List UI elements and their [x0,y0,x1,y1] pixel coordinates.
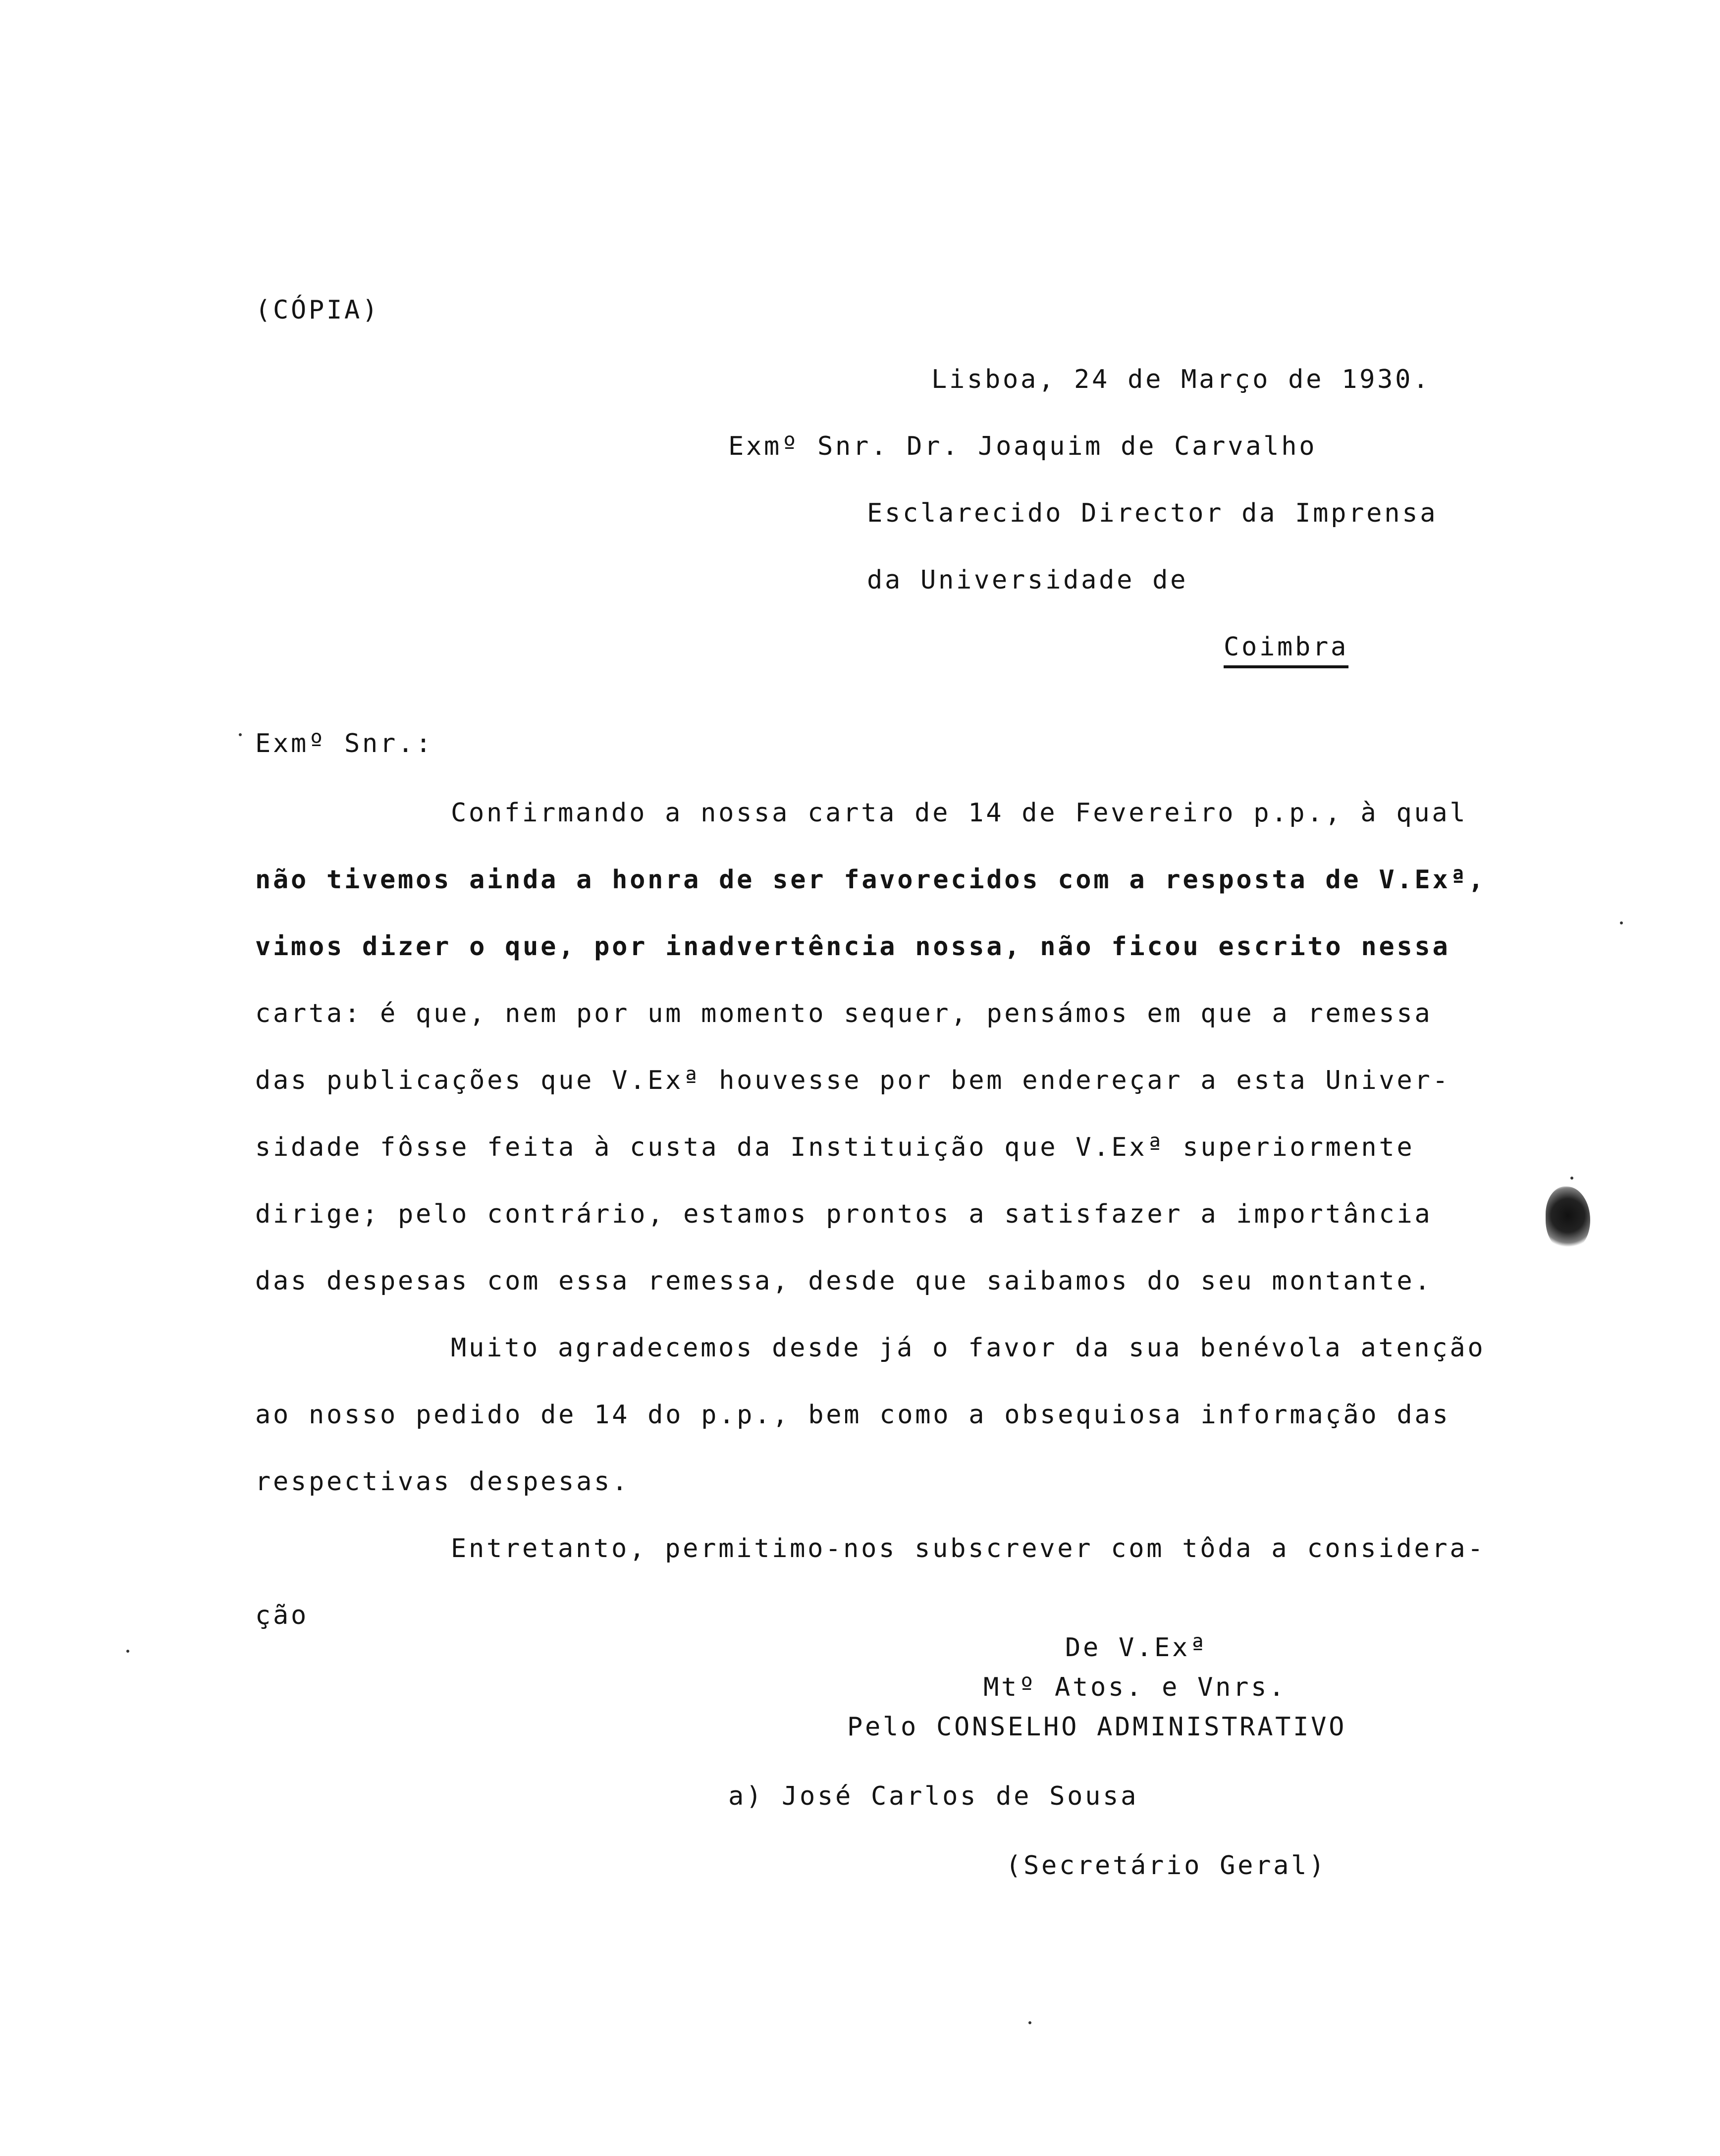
body-line-4: carta: é que, nem por um momento sequer, pensámos em que a remessa [255,999,1433,1028]
body-line-6: sidade fôsse feita à custa da Instituição que V.Exª superiormente [255,1132,1415,1162]
place-date: Lisboa, 24 de Março de 1930. [931,365,1431,394]
closing-line-2: Mtº Atos. e Vnrs. [983,1672,1287,1702]
body-line-11: respectivas despesas. [255,1467,630,1497]
copy-label: (CÓPIA) [255,295,380,325]
scan-speck [1620,921,1623,924]
body-line-2: não tivemos ainda a honra de ser favorecidos com a resposta de V.Exª, [255,865,1486,895]
recipient-city: Coimbra [1224,632,1349,662]
body-line-8: das despesas com essa remessa, desde que saibamos do seu montante. [255,1266,1433,1296]
scan-speck [126,1650,129,1653]
recipient-line-2: Esclarecido Director da Imprensa [867,498,1438,528]
body-line-12: Entretanto, permitimo-nos subscrever com tôda a considera- [451,1534,1486,1563]
body-line-3: vimos dizer o que, por inadvertência nossa, não ficou escrito nessa [255,932,1451,962]
scan-speck [239,733,242,736]
body-line-1: Confirmando a nossa carta de 14 de Fevereiro p.p., à qual [451,798,1468,828]
signer-title: (Secretário Geral) [1006,1851,1327,1881]
ink-blot [1546,1186,1590,1251]
body-line-13: ção [255,1601,309,1630]
closing-line-3: Pelo CONSELHO ADMINISTRATIVO [847,1712,1347,1742]
recipient-line-3: da Universidade de [867,565,1188,595]
body-line-5: das publicações que V.Exª houvesse por bem endereçar a esta Univer- [255,1066,1451,1095]
salutation: Exmº Snr.: [255,729,434,758]
closing-line-1: De V.Exª [1065,1633,1208,1663]
signature: a) José Carlos de Sousa [728,1781,1139,1811]
scan-speck [1028,2021,1031,2024]
body-line-7: dirige; pelo contrário, estamos prontos a satisfazer a importância [255,1199,1433,1229]
body-line-10: ao nosso pedido de 14 do p.p., bem como a obsequiosa informação das [255,1400,1451,1430]
body-line-9: Muito agradecemos desde já o favor da sua benévola atenção [451,1333,1486,1363]
scan-speck [1570,1177,1573,1180]
recipient-line-1: Exmº Snr. Dr. Joaquim de Carvalho [728,431,1317,461]
